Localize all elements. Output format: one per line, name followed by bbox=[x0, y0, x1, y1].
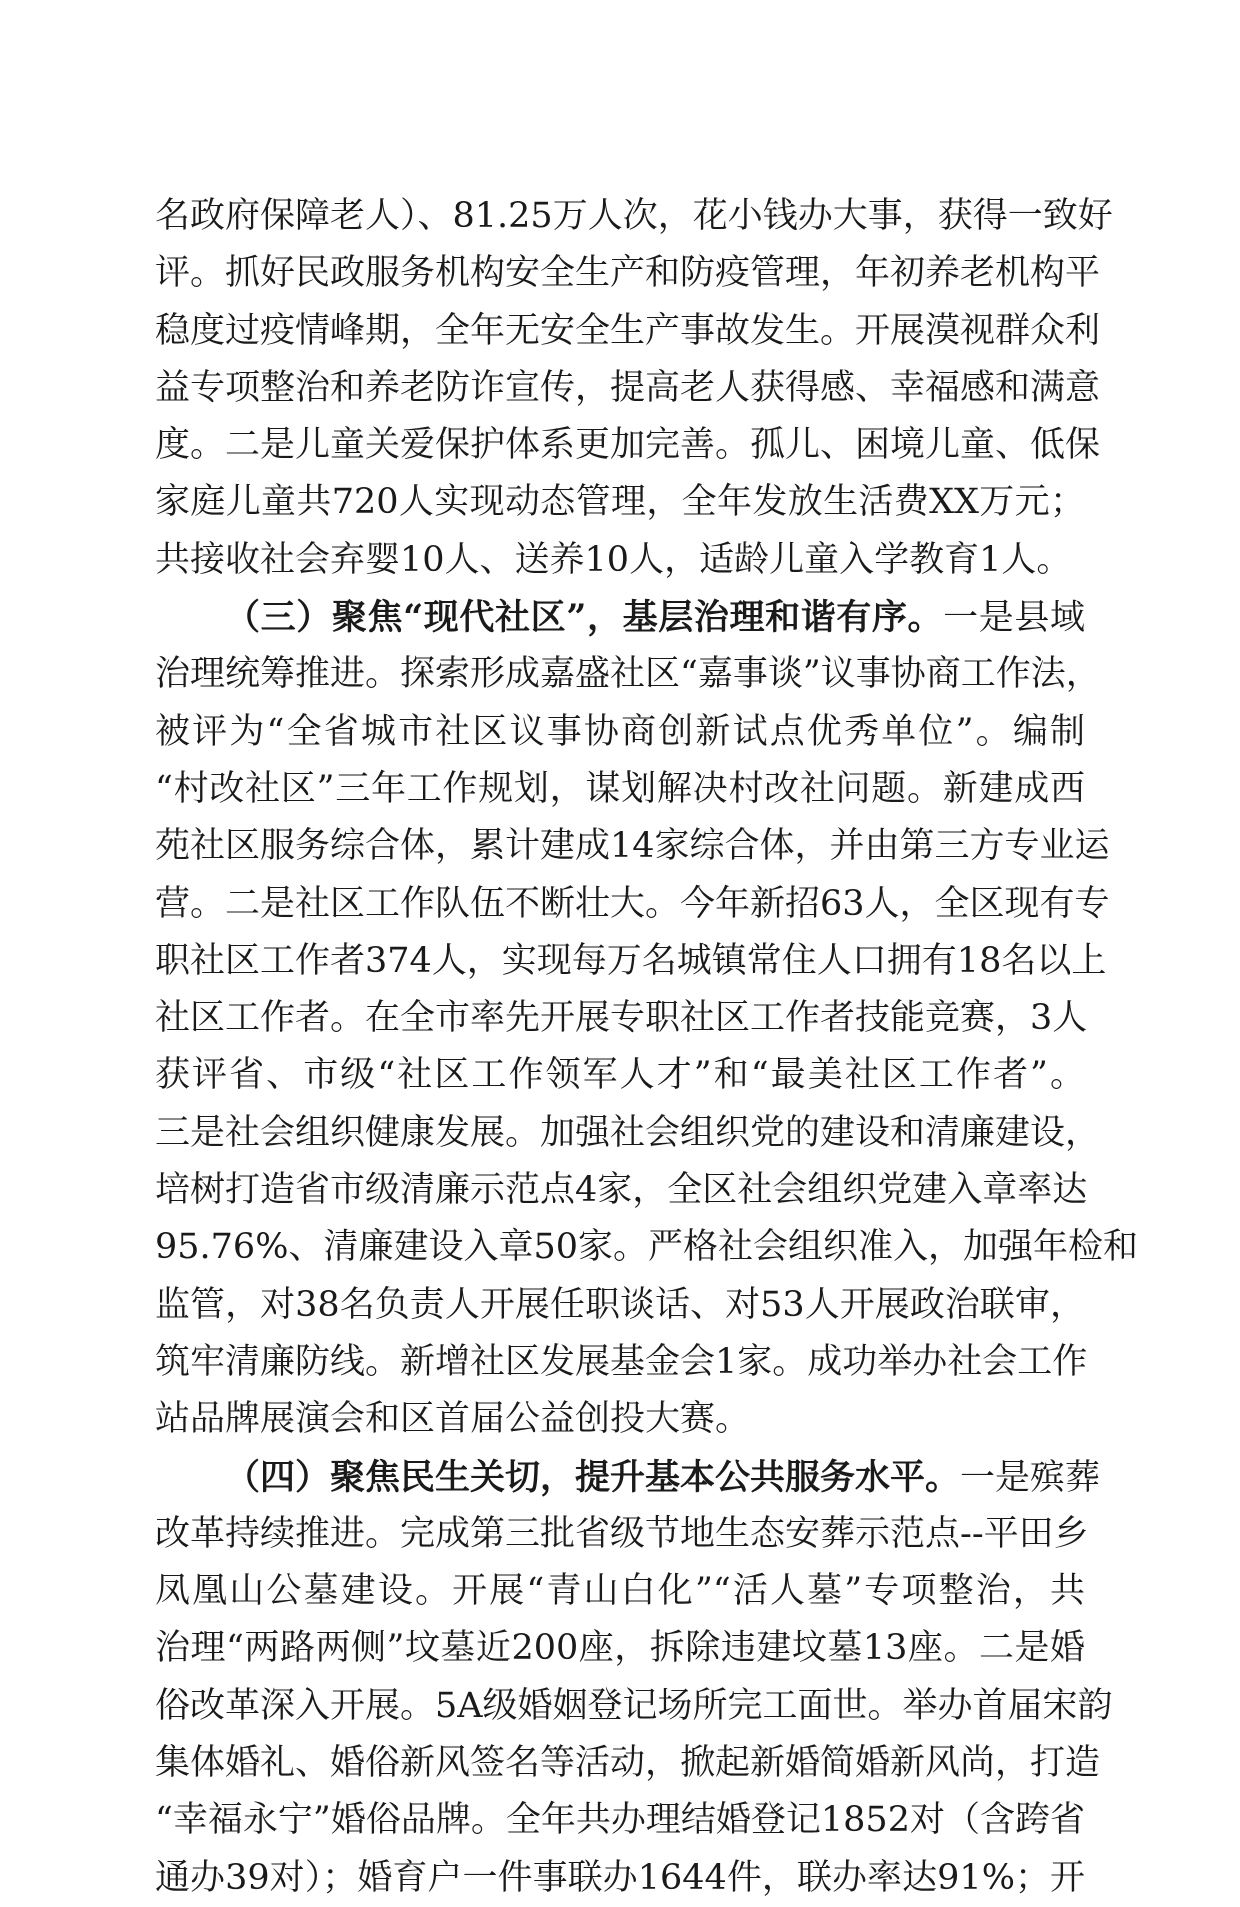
line-text: “村改社区”三年工作规划，谋划解决村改社问题。新建成西 bbox=[155, 768, 1085, 809]
line-text: 名政府保障老人）、81.25万人次，花小钱办大事，获得一致好 bbox=[155, 196, 1113, 236]
paragraph-line bbox=[155, 532, 1085, 589]
line-text: 三是社会组织健康发展。加强社会组织党的建设和清廉建设， bbox=[155, 1112, 1101, 1153]
line-text: 一是县域 bbox=[943, 598, 1085, 639]
paragraph-line bbox=[155, 1563, 1085, 1620]
section-heading-line bbox=[155, 589, 1085, 646]
line-text: 职社区工作者374人，实现每万名城镇常住人口拥有18名以上 bbox=[155, 940, 1107, 981]
paragraph-line bbox=[155, 933, 1107, 990]
paragraph-line bbox=[155, 990, 1088, 1047]
paragraph-line bbox=[155, 1391, 1085, 1448]
line-text: 集体婚礼、婚俗新风签名等活动，掀起新婚简婚新风尚，打造 bbox=[155, 1743, 1101, 1784]
line-text: 95.76%、清廉建设入章50家。严格社会组织准入，加强年检和 bbox=[155, 1227, 1138, 1268]
line-text: 评。抓好民政服务机构安全生产和防疫管理，年初养老机构平 bbox=[155, 253, 1101, 294]
line-text: 俗改革深入开展。5A级婚姻登记场所完工面世。举办首届宋韵 bbox=[155, 1685, 1113, 1726]
section-heading: （四）聚焦民生关切，提升基本公共服务水平。 bbox=[225, 1456, 961, 1498]
paragraph-line bbox=[155, 1047, 1085, 1104]
paragraph-line bbox=[155, 1219, 1138, 1276]
paragraph-line bbox=[155, 1678, 1113, 1735]
line-text: 站品牌展演会和区首届公益创投大赛。 bbox=[155, 1399, 751, 1440]
line-text: 被评为“全省城市社区议事协商创新试点优秀单位”。编制 bbox=[155, 711, 1085, 752]
paragraph-line bbox=[155, 1850, 1085, 1907]
paragraph-line bbox=[155, 360, 1101, 417]
line-text: 稳度过疫情峰期，全年无安全生产事故发生。开展漠视群众利 bbox=[155, 310, 1101, 351]
line-text: 家庭儿童共720人实现动态管理，全年发放生活费XX万元； bbox=[155, 482, 1085, 523]
paragraph-line bbox=[155, 1620, 1085, 1677]
line-text: 一是殡葬 bbox=[960, 1457, 1101, 1498]
line-text: 改革持续推进。完成第三批省级节地生态安葬示范点--平田乡 bbox=[155, 1513, 1089, 1554]
line-text: 社区工作者。在全市率先开展专职社区工作者技能竞赛，3人 bbox=[155, 998, 1088, 1039]
paragraph-line bbox=[155, 761, 1085, 818]
paragraph-line bbox=[155, 188, 1113, 245]
line-text: 苑社区服务综合体，累计建成14家综合体，并由第三方专业运 bbox=[155, 826, 1110, 867]
paragraph-line bbox=[155, 818, 1110, 875]
paragraph-line bbox=[155, 1277, 1085, 1334]
body-text bbox=[155, 188, 1138, 1907]
line-text: 益专项整治和养老防诈宣传，提高老人获得感、幸福感和满意 bbox=[155, 367, 1101, 408]
paragraph-line bbox=[155, 474, 1085, 531]
paragraph-line bbox=[155, 1506, 1089, 1563]
section-heading-line bbox=[155, 1449, 1101, 1506]
line-text: 共接收社会弃婴10人、送养10人，适龄儿童入学教育1人。 bbox=[155, 539, 1072, 580]
line-text: 培树打造省市级清廉示范点4家，全区社会组织党建入章率达 bbox=[155, 1170, 1088, 1211]
paragraph-line bbox=[155, 646, 1101, 703]
paragraph-line bbox=[155, 1334, 1088, 1391]
line-text: 治理“两路两侧”坟墓近200座，拆除违建坟墓13座。二是婚 bbox=[155, 1628, 1085, 1669]
paragraph-line bbox=[155, 1792, 1085, 1849]
paragraph-line bbox=[155, 303, 1101, 360]
line-text: 获评省、市级“社区工作领军人才”和“最美社区工作者”。 bbox=[155, 1055, 1085, 1096]
paragraph-line bbox=[155, 245, 1101, 302]
line-text: 通办39对）；婚育户一件事联办1644件，联办率达91%；开 bbox=[155, 1857, 1085, 1898]
line-text: 监管，对38名负责人开展任职谈话、对53人开展政治联审， bbox=[155, 1284, 1085, 1325]
section-heading: （三）聚焦“现代社区”，基层治理和谐有序。 bbox=[225, 597, 944, 639]
line-text: “幸福永宁”婚俗品牌。全年共办理结婚登记1852对（含跨省 bbox=[155, 1800, 1085, 1841]
paragraph-line bbox=[155, 1162, 1088, 1219]
paragraph-line bbox=[155, 417, 1101, 474]
paragraph-line bbox=[155, 1735, 1101, 1792]
line-text: 度。二是儿童关爱保护体系更加完善。孤儿、困境儿童、低保 bbox=[155, 425, 1101, 466]
paragraph-line bbox=[155, 1105, 1101, 1162]
line-text: 治理统筹推进。探索形成嘉盛社区“嘉事谈”议事协商工作法， bbox=[155, 654, 1101, 695]
line-text: 凤凰山公墓建设。开展“青山白化”“活人墓”专项整治，共 bbox=[155, 1571, 1085, 1612]
line-text: 营。二是社区工作队伍不断壮大。今年新招63人，全区现有专 bbox=[155, 883, 1110, 924]
line-text: 筑牢清廉防线。新增社区发展基金会1家。成功举办社会工作 bbox=[155, 1341, 1088, 1382]
paragraph-line bbox=[155, 704, 1085, 761]
paragraph-line bbox=[155, 876, 1110, 933]
